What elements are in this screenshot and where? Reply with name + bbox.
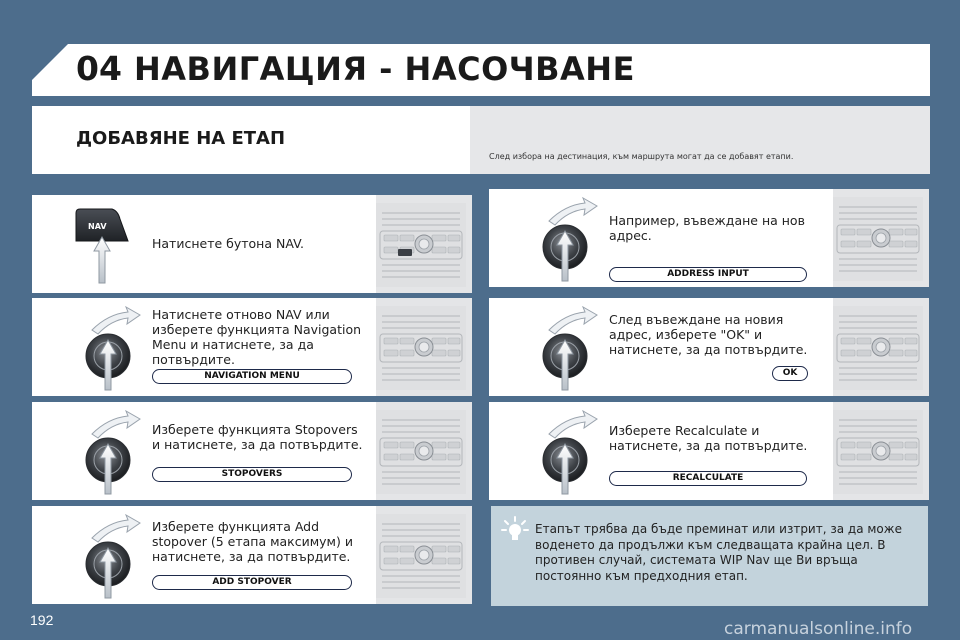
step-6-text: След въвеждане на новия адрес, изберете "OK" и натиснете, за да потвърдите. [609,312,808,357]
radio-unit-image [833,410,923,494]
radio-unit-image [376,514,466,598]
rotary-knob-icon [78,410,148,496]
step-1-text: Натиснете бутона NAV. [152,236,305,251]
rotary-knob-icon [78,306,148,392]
tip-text: Етапът трябва да бъде преминат или изтрит, за да може воденето да продължи към следващата крайна цел. В противен случай, системата WIP Nav ще Ви връща постоянно към предходния етап. [535,522,902,583]
page-number: 192 [30,612,54,628]
step-6-panel [489,298,929,396]
step-4-panel [32,506,472,604]
rotary-knob-icon [535,410,605,496]
step-5-panel [489,189,929,287]
radio-unit-image [376,203,466,287]
step-3-text: Изберете функцията Stopovers и натиснете, за да потвърдите. [152,422,363,452]
step-5-text: Например, въвеждане на нов адрес. [609,213,805,243]
nav-button-icon [72,207,130,285]
step-1-panel [32,195,472,293]
step-7-panel [489,402,929,500]
section-description: След избора на дестинация, към маршрута могат да се добавят етапи. [489,152,794,161]
rotary-knob-icon [535,197,605,283]
rotary-knob-icon [535,306,605,392]
lightbulb-icon [501,516,529,544]
tip-box [491,506,928,606]
chapter-title: НАВИГАЦИЯ - НАСОЧВАНЕ [134,50,635,88]
radio-unit-image [376,410,466,494]
section-header [32,106,930,174]
menu-label-navigation-menu: NAVIGATION MENU [152,369,352,384]
menu-label-stopovers: STOPOVERS [152,467,352,482]
menu-label-recalculate: RECALCULATE [609,471,807,486]
step-7-text: Изберете Recalculate и натиснете, за да потвърдите. [609,423,808,453]
chapter-number: 04 [76,49,122,88]
menu-label-add-stopover: ADD STOPOVER [152,575,352,590]
rotary-knob-icon [78,514,148,600]
step-2-panel [32,298,472,396]
menu-label-ok: OK [772,366,808,381]
nav-button-label: NAV [88,222,107,231]
radio-unit-image [833,197,923,281]
menu-label-address-input: ADDRESS INPUT [609,267,807,282]
step-2-text: Натиснете отново NAV или изберете функцията Navigation Menu и натиснете, за да потвърдите. [152,307,362,367]
section-title: ДОБАВЯНЕ НА ЕТАП [76,128,286,149]
radio-unit-image [833,306,923,390]
step-4-text: Изберете функцията Add stopover (5 етапа максимум) и натиснете, за да потвърдите. [152,519,353,564]
step-3-panel [32,402,472,500]
watermark: carmanualsonline.info [724,619,913,639]
radio-unit-image [376,306,466,390]
